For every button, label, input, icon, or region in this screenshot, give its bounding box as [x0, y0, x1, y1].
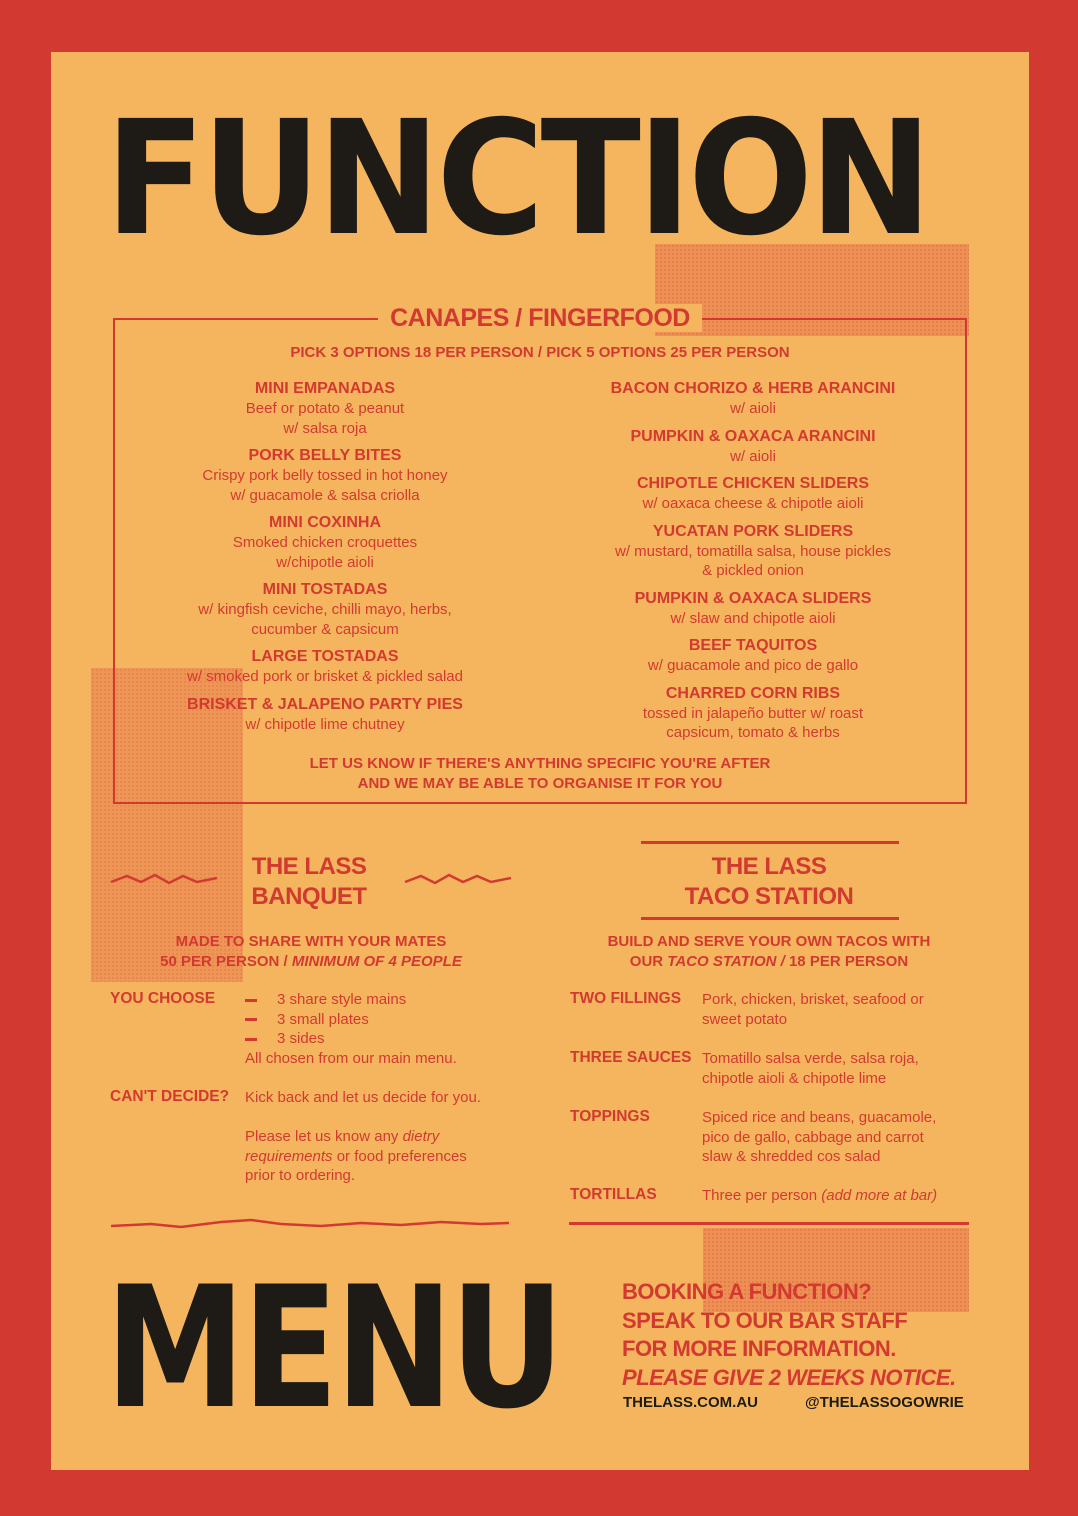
canapes-pricing: PICK 3 OPTIONS 18 PER PERSON / PICK 5 OPTIONS 25 PER PERSON [290, 344, 790, 361]
squiggle-left-icon [109, 870, 219, 890]
menu-item: BEEF TAQUITOS w/ guacamole and pico de gallo [647, 637, 859, 674]
menu-item: LARGE TOSTADAS w/ smoked pork or brisket & pickled salad [187, 648, 463, 685]
taco-subtitle: BUILD AND SERVE YOUR OWN TACOS WITH OUR TACO STATION / 18 PER PERSON [607, 933, 931, 970]
taco-row-label: THREE SAUCES [570, 1049, 692, 1066]
menu-item: PUMPKIN & OAXACA SLIDERS w/ slaw and chipotle aioli [634, 589, 872, 627]
taco-row-text: Pork, chicken, brisket, seafood or sweet potato [702, 991, 924, 1028]
squiggle-bottom-icon [111, 1214, 511, 1234]
menu-item: MINI EMPANADAS Beef or potato & peanut w/ salsa roja [245, 380, 405, 437]
menu-item: BACON CHORIZO & HERB ARANCINI w/ aioli [610, 380, 896, 417]
menu-item: CHARRED CORN RIBS tossed in jalapeño butter w/ roast capsicum, tomato & herbs [642, 684, 864, 741]
booking-info: BOOKING A FUNCTION? SPEAK TO OUR BAR STAFF FOR MORE INFORMATION. PLEASE GIVE 2 WEEKS NOTICE. [622, 1279, 956, 1390]
menu-item: PUMPKIN & OAXACA ARANCINI w/ aioli [630, 427, 876, 465]
you-choose-list: 3 share style mains 3 small plates 3 sides All chosen from our main menu. [245, 991, 457, 1067]
menu-item: MINI COXINHA Smoked chicken croquettes w/chipotle aioli [232, 514, 418, 571]
taco-rule-bottom [641, 917, 899, 920]
taco-row-label: TWO FILLINGS [570, 990, 682, 1007]
banquet-subtitle: MADE TO SHARE WITH YOUR MATES 50 PER PERSON / MINIMUM OF 4 PEOPLE [160, 933, 462, 970]
menu-poster [51, 52, 1029, 1470]
you-choose-label: YOU CHOOSE [110, 990, 216, 1007]
taco-row-text: Three per person (add more at bar) [702, 1187, 938, 1204]
function-headline: FUNCTION [105, 87, 929, 271]
banquet-title: THE LASS BANQUET [251, 853, 367, 910]
menu-item: CHIPOTLE CHICKEN SLIDERS w/ oaxaca cheese & chipotle aioli [636, 475, 869, 512]
dash-icon [245, 1018, 257, 1021]
menu-headline: MENU [105, 1250, 562, 1446]
taco-rule-top [641, 841, 899, 844]
menu-item: YUCATAN PORK SLIDERS w/ mustard, tomatilla salsa, house pickles & pickled onion [615, 522, 891, 579]
taco-row-label: TOPPINGS [570, 1108, 650, 1125]
dash-icon [245, 1038, 257, 1041]
taco-row-text: Tomatillo salsa verde, salsa roja, chipotle aioli & chipotle lime [702, 1050, 919, 1087]
canapes-notice: LET US KNOW IF THERE'S ANYTHING SPECIFIC YOU'RE AFTER AND WE MAY BE ABLE TO ORGANISE IT FOR YOU [309, 755, 771, 792]
taco-title: THE LASS TACO STATION [684, 853, 854, 910]
dash-icon [245, 999, 257, 1002]
canapes-title: CANAPES / FINGERFOOD [51, 304, 1029, 333]
taco-rule-end [569, 1222, 969, 1225]
squiggle-right-icon [403, 870, 513, 890]
menu-item: BRISKET & JALAPENO PARTY PIES w/ chipotle lime chutney [187, 695, 463, 733]
menu-item: PORK BELLY BITES Crispy pork belly tossed in hot honey w/ guacamole & salsa criolla [202, 447, 448, 504]
cant-decide-label: CAN'T DECIDE? [110, 1088, 230, 1105]
social-handle[interactable]: @THELASSOGOWRIE [805, 1394, 964, 1411]
canapes-left-column [175, 379, 475, 742]
canapes-right-column [579, 379, 927, 751]
taco-row-label: TORTILLAS [570, 1186, 657, 1203]
taco-row-text: Spiced rice and beans, guacamole, pico de gallo, cabbage and carrot slaw & shredded cos salad [702, 1109, 937, 1165]
cant-decide-text: Kick back and let us decide for you. Please let us know any dietry requirements or food preferences prior to ordering. [245, 1089, 481, 1184]
website-link[interactable]: THELASS.COM.AU [623, 1394, 758, 1411]
menu-item: MINI TOSTADAS w/ kingfish ceviche, chilli mayo, herbs, cucumber & capsicum [198, 581, 452, 638]
